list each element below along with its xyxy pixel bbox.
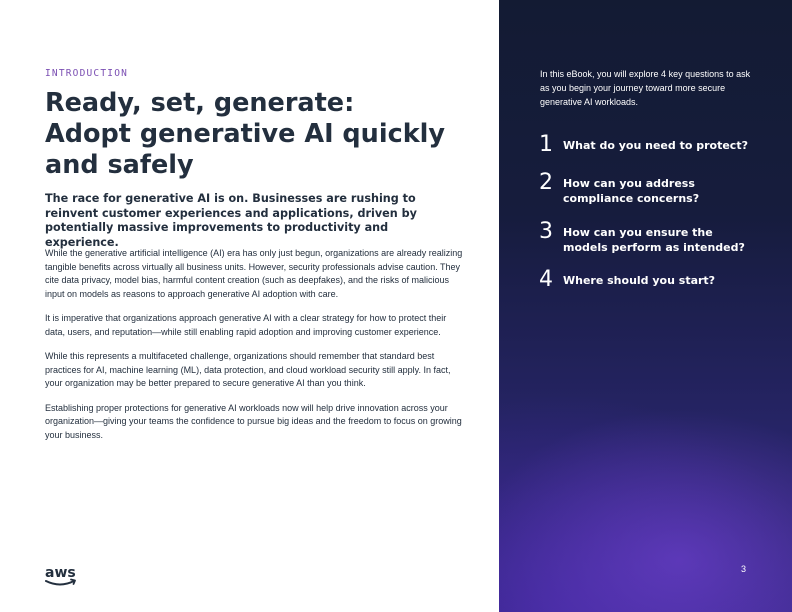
lead-paragraph: The race for generative AI is on. Businesses are rushing to reinvent customer experiences and applications, driven by potentially massive improvements to productivity and experience.	[45, 192, 417, 249]
question-number: 4	[539, 267, 553, 292]
panel-intro: In this eBook, you will explore 4 key questions to ask as you begin your journey toward more secure generative AI workloads.	[540, 69, 751, 107]
aws-logo-text: aws	[45, 565, 76, 581]
aws-logo-icon	[44, 563, 80, 589]
question-number: 2	[539, 170, 553, 195]
body-paragraph-4: Establishing proper protections for generative AI workloads now will help drive innovation across your organization—giving your teams the confidence to pursue big ideas and the freedom to focus on growing your business.	[45, 402, 462, 440]
question-text: How can you ensure the models perform as intended?	[563, 226, 745, 254]
question-item-3	[539, 220, 779, 255]
aws-logo-smile	[46, 581, 74, 585]
body-paragraph-3: While this represents a multifaceted challenge, organizations should remember that standard best practices for AI, machine learning (ML), data protection, and cloud workload security still apply. In fact, your organization may be better prepared to secure generative AI than you think.	[45, 351, 451, 388]
body-paragraph-2: It is imperative that organizations approach generative AI with a clear strategy for how to protect their data, users, and reputation—while still enabling rapid adoption and improving customer experience.	[45, 313, 447, 337]
question-text: What do you need to protect?	[563, 139, 748, 152]
question-number: 1	[539, 132, 553, 157]
question-item-4	[539, 268, 779, 292]
question-number: 3	[539, 219, 553, 244]
body-paragraph-1: While the generative artificial intelligence (AI) era has only just begun, organizations are already realizing tangible benefits across virtually all business units. However, security professionals advise caution. They cite data privacy, model bias, harmful content creation (such as deepfakes), and the risks of malicious input on models as reasons to approach generative AI adoption with care.	[45, 248, 463, 299]
section-eyebrow: INTRODUCTION	[45, 68, 129, 79]
question-item-1	[539, 133, 779, 157]
questions-list	[539, 133, 779, 292]
question-item-2	[539, 171, 779, 206]
page-title-line-2: Adopt generative AI quickly	[45, 119, 446, 149]
body-text	[45, 247, 465, 453]
page-title-line-1: Ready, set, generate:	[45, 88, 355, 118]
questions-panel	[499, 0, 792, 612]
page-title-line-3: and safely	[45, 150, 194, 180]
page-number: 3	[741, 564, 747, 574]
question-text: Where should you start?	[563, 274, 716, 287]
page-title	[45, 88, 465, 181]
question-text: How can you address compliance concerns?	[563, 177, 700, 205]
